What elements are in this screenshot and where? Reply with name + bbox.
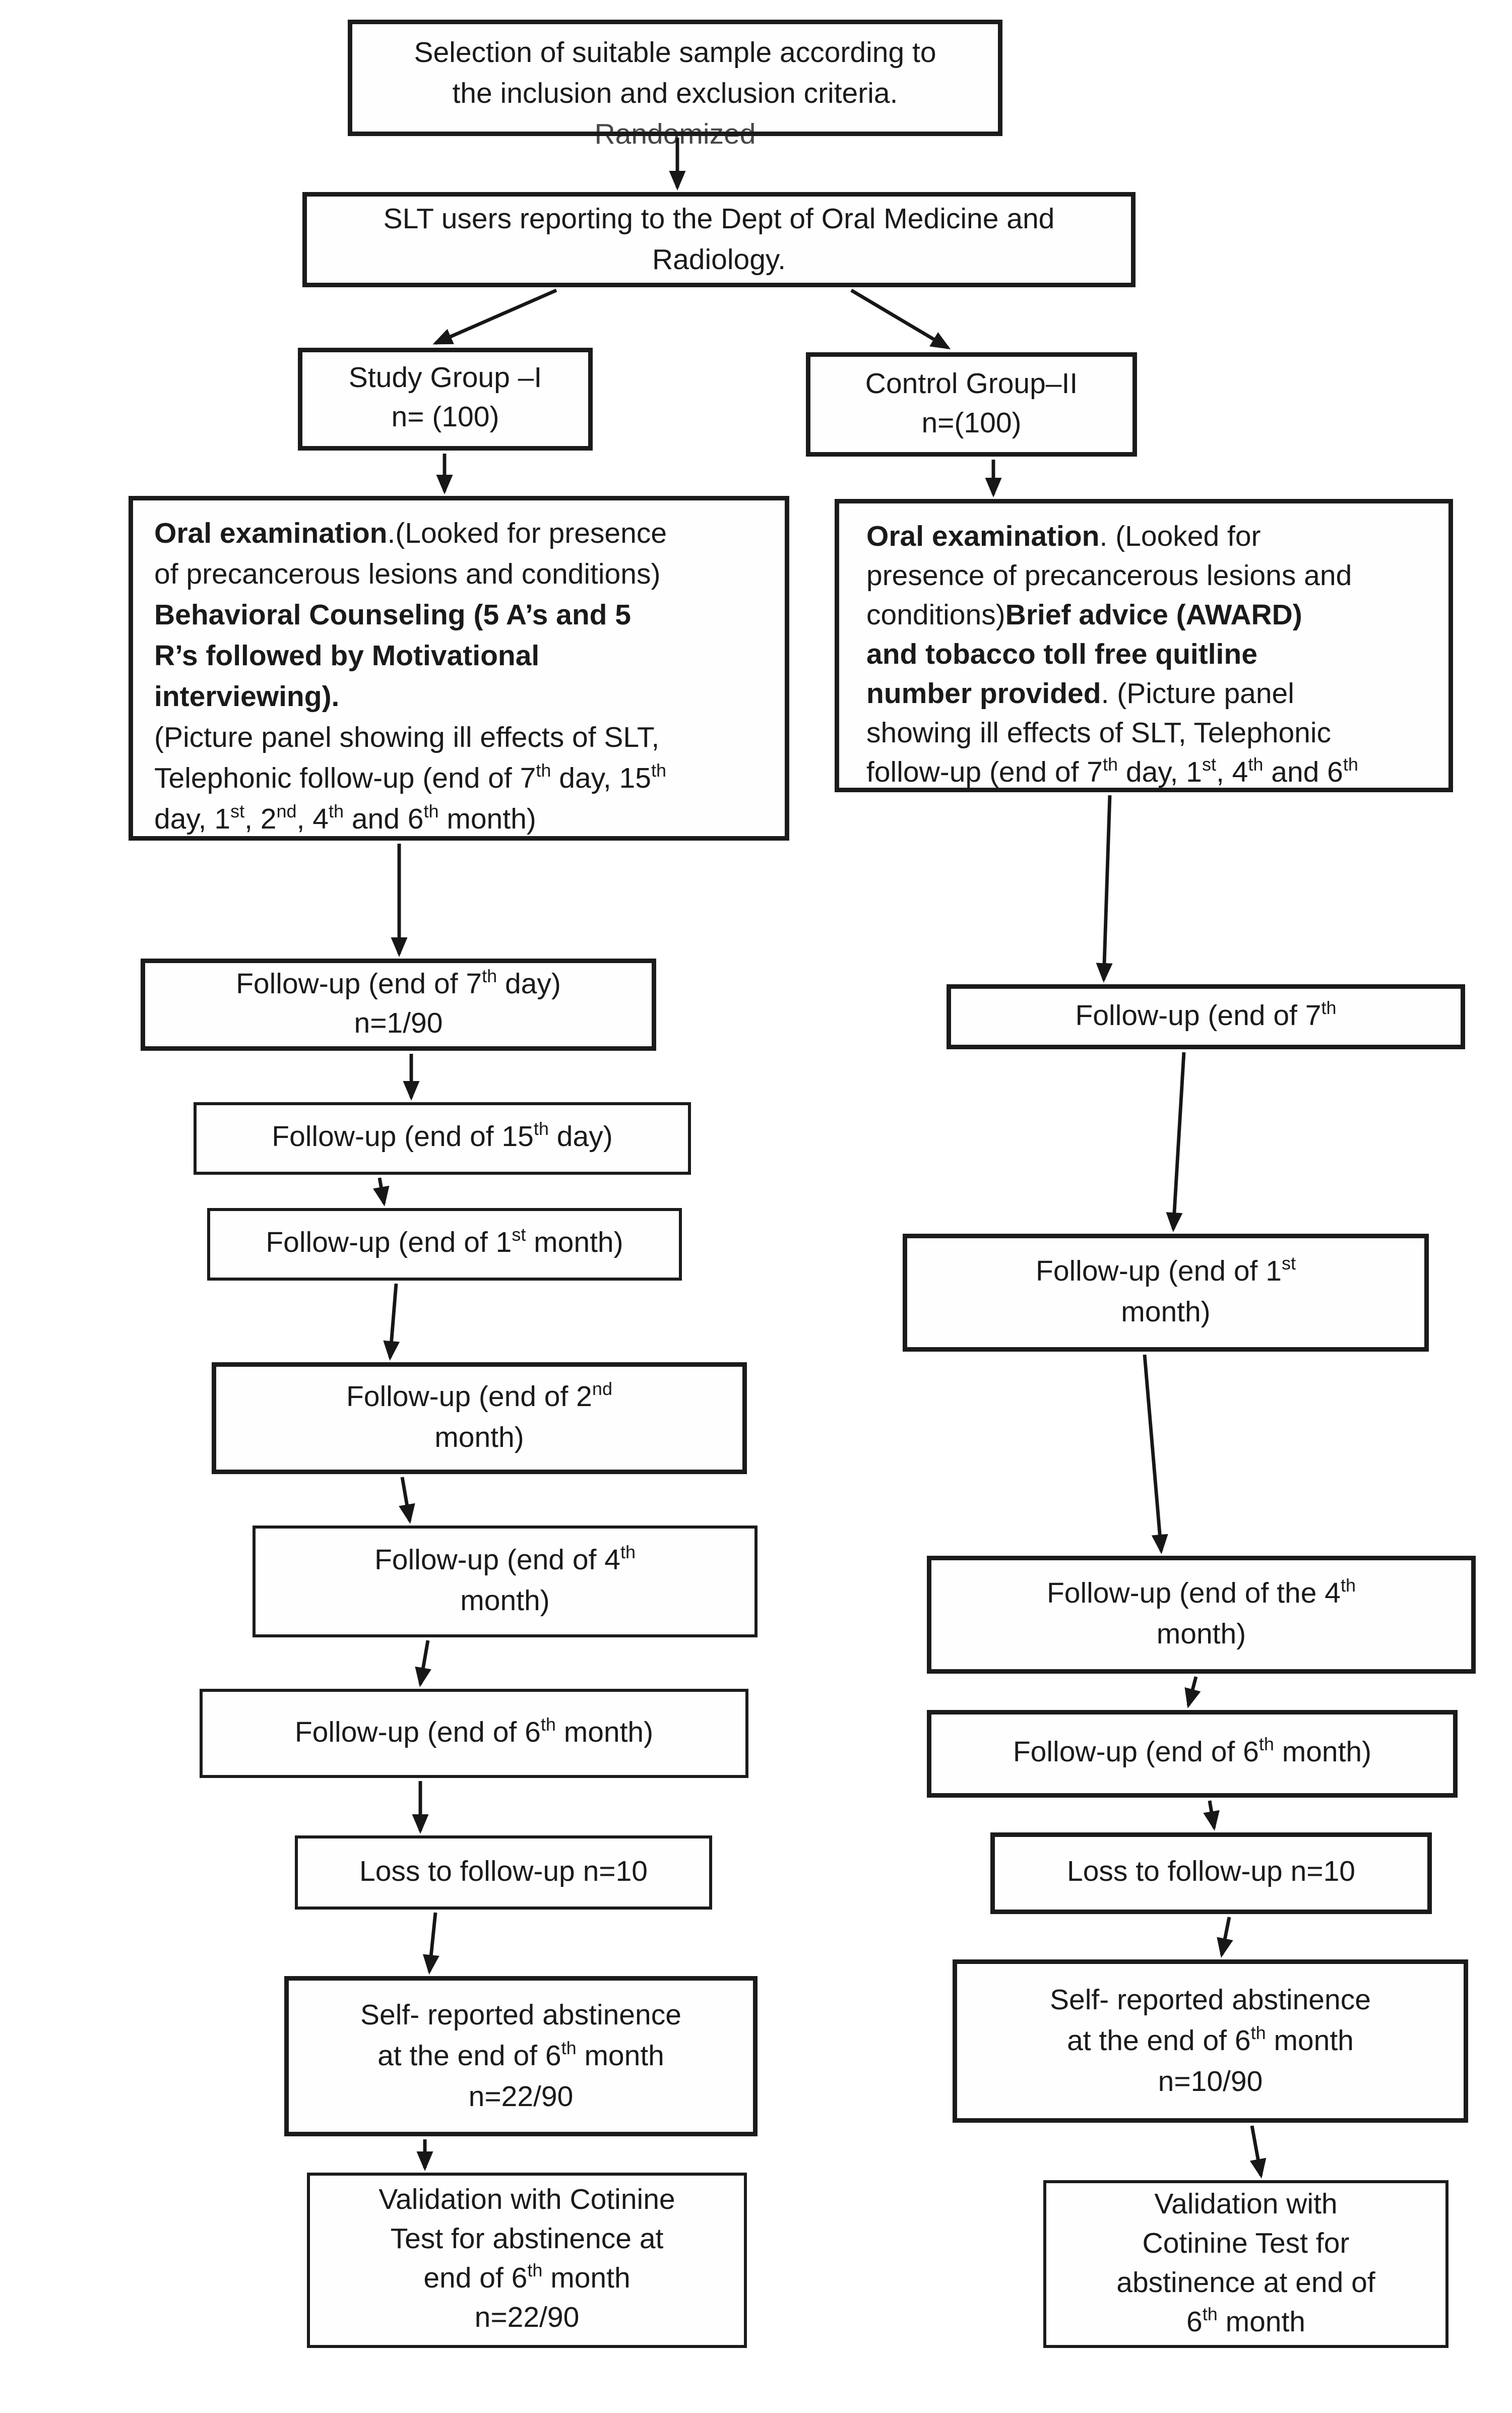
text-segment: month) (460, 1586, 550, 1618)
text-segment: presence of precancerous lesions and (866, 561, 1352, 593)
text-segment: Oral examination (866, 522, 1100, 553)
text-segment: (Picture panel showing ill effects of SLT, (154, 723, 660, 754)
text-segment: month) (438, 804, 536, 836)
text-segment: , 2 (244, 804, 277, 836)
ordinal-superscript: th (651, 760, 667, 782)
text-segment: Loss to follow-up n=10 (359, 1856, 648, 1888)
flow-arrow (402, 1477, 410, 1521)
ordinal-superscript: th (536, 760, 551, 782)
text-segment: n=22/90 (474, 2303, 580, 2334)
text-segment: Follow-up (end of 1 (266, 1228, 512, 1259)
text-segment: Follow-up (end of 2 (346, 1382, 592, 1414)
text-segment: Brief advice (AWARD) (1005, 600, 1302, 632)
text-segment: SLT users reporting to the Dept of Oral Medicine and (383, 203, 1055, 235)
text-segment: the inclusion and exclusion criteria. (452, 78, 898, 110)
text-segment: month (576, 2040, 664, 2072)
text-segment: Behavioral Counseling (5 A’s and 5 (154, 600, 632, 632)
text-segment: n=22/90 (468, 2081, 574, 2113)
ordinal-superscript: th (328, 801, 344, 822)
ordinal-superscript: th (1250, 2021, 1266, 2043)
flow-arrow (1252, 2126, 1261, 2176)
ordinal-superscript: th (527, 2260, 543, 2281)
text-segment: conditions) (866, 600, 1005, 632)
text-segment: n=1/90 (354, 1007, 443, 1040)
ordinal-superscript: st (230, 801, 245, 822)
ordinal-superscript: th (1202, 2303, 1218, 2324)
text-segment: Selection of suitable sample according to (414, 37, 936, 69)
text-segment: Test for abstinence at (390, 2224, 664, 2256)
text-segment: day) (548, 1122, 613, 1154)
text-segment: month) (1156, 1619, 1246, 1651)
flow-arrow (420, 1640, 428, 1684)
ordinal-superscript: th (1340, 1575, 1356, 1597)
text-segment: end of 6 (423, 2263, 528, 2295)
text-segment: follow-up (end of 7 (866, 757, 1103, 789)
ordinal-superscript: th (620, 1542, 636, 1563)
text-segment: . (Looked for (1099, 522, 1261, 553)
text-segment: Follow-up (end of 6 (1013, 1737, 1259, 1769)
text-segment: month) (1121, 1297, 1211, 1329)
flow-arrow (1188, 1677, 1196, 1705)
flow-arrow (1210, 1801, 1214, 1828)
text-segment: Self- reported abstinence (1050, 1984, 1371, 2016)
text-segment: n=(100) (921, 407, 1022, 439)
ordinal-superscript: st (512, 1224, 526, 1246)
flow-arrow (851, 290, 948, 348)
text-segment: day, 1 (154, 804, 231, 836)
text-segment: Follow-up (end of 15 (272, 1122, 534, 1154)
text-segment: month) (434, 1423, 524, 1454)
ordinal-superscript: th (533, 1118, 549, 1140)
flow-arrow (390, 1284, 396, 1358)
ordinal-superscript: th (1248, 754, 1264, 776)
ordinal-superscript: th (1321, 996, 1337, 1018)
ordinal-superscript: th (540, 1713, 556, 1735)
text-segment: Validation with Cotinine (379, 2185, 675, 2216)
text-segment: and tobacco toll free quitline (866, 640, 1257, 671)
text-segment: Randomized (594, 118, 756, 151)
text-segment: Telephonic follow-up (end of 7 (154, 764, 536, 795)
text-segment: n=10/90 (1158, 2066, 1263, 2098)
flow-arrow (1104, 795, 1110, 980)
text-segment: Follow-up (end of 7 (236, 968, 482, 1000)
ordinal-superscript: th (482, 965, 497, 986)
text-segment: at the end of 6 (1067, 2025, 1251, 2057)
ordinal-superscript: nd (592, 1378, 612, 1400)
text-segment: 6 (1186, 2306, 1203, 2338)
text-segment: abstinence at end of (1116, 2267, 1375, 2299)
text-segment: , 4 (1216, 757, 1248, 789)
ordinal-superscript: st (1281, 1253, 1296, 1275)
text-segment: and 6 (1263, 757, 1343, 789)
text-segment: number provided (866, 679, 1101, 711)
text-segment: Follow-up (end of 4 (374, 1545, 620, 1577)
text-segment: day, 1 (1118, 757, 1202, 789)
text-segment: , 4 (296, 804, 329, 836)
ordinal-superscript: th (1343, 754, 1358, 776)
text-segment: showing ill effects of SLT, Telephonic (866, 718, 1332, 750)
text-segment: Follow-up (end of 6 (294, 1717, 541, 1749)
text-segment: n= (100) (391, 402, 499, 434)
text-segment: and 6 (343, 804, 424, 836)
text-segment: R’s followed by Motivational (154, 641, 540, 673)
ordinal-superscript: th (561, 2037, 577, 2058)
text-segment: interviewing). (154, 682, 340, 714)
text-segment: month) (555, 1717, 654, 1749)
text-segment: Validation with (1154, 2188, 1338, 2220)
ordinal-superscript: nd (276, 801, 297, 822)
flow-arrow (1173, 1052, 1184, 1229)
text-segment: Cotinine Test for (1142, 2228, 1350, 2260)
text-segment: month (1217, 2306, 1306, 2338)
text-segment: at the end of 6 (377, 2040, 561, 2072)
ordinal-superscript: th (1102, 754, 1118, 776)
flow-arrow (380, 1178, 384, 1203)
text-segment: Loss to follow-up n=10 (1067, 1857, 1355, 1888)
text-segment: Follow-up (end of 1 (1036, 1256, 1282, 1288)
flow-arrow (1145, 1355, 1161, 1551)
text-segment: month) (1274, 1737, 1372, 1769)
text-segment: of precancerous lesions and conditions) (154, 559, 661, 591)
text-segment: day, 15 (551, 764, 651, 795)
text-segment: Study Group –I (348, 363, 542, 395)
flow-arrow (1222, 1917, 1229, 1955)
flow-arrow (435, 290, 556, 343)
text-segment: Radiology. (652, 244, 786, 276)
text-segment: Follow-up (end of the 4 (1046, 1578, 1341, 1610)
text-segment: Follow-up (end of 7 (1075, 1000, 1321, 1032)
text-segment: month) (526, 1228, 623, 1259)
ordinal-superscript: st (1202, 754, 1216, 776)
text-segment: .(Looked for presence (387, 519, 667, 550)
flow-arrow (429, 1913, 435, 1972)
ordinal-superscript: th (423, 801, 439, 822)
text-segment: Oral examination (154, 519, 388, 550)
ordinal-superscript: th (1258, 1734, 1274, 1755)
text-segment: . (Picture panel (1101, 679, 1294, 711)
text-segment: Self- reported abstinence (360, 1999, 681, 2031)
text-segment: month (1266, 2025, 1354, 2057)
text-segment: month (542, 2263, 631, 2295)
text-segment: Control Group–II (865, 368, 1078, 400)
text-segment: day) (497, 968, 561, 1000)
